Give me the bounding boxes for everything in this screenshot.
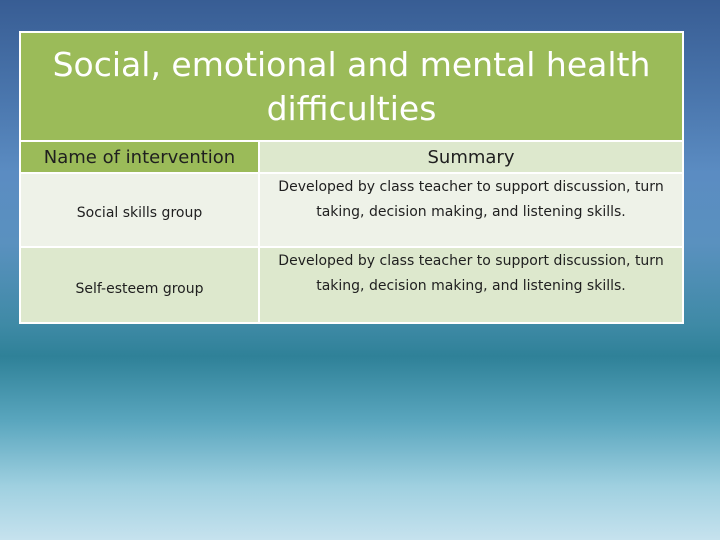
header-summary: Summary xyxy=(260,142,682,172)
header-name-of-intervention: Name of intervention xyxy=(21,142,260,172)
table-header-row xyxy=(21,142,682,174)
table-row xyxy=(21,174,682,248)
intervention-name: Social skills group xyxy=(21,174,260,246)
slide-title: Social, emotional and mental health difficulties xyxy=(21,33,682,142)
intervention-name: Self-esteem group xyxy=(21,248,260,322)
interventions-table xyxy=(19,31,684,324)
intervention-summary: Developed by class teacher to support discussion, turn taking, decision making, and listening skills. xyxy=(260,248,682,322)
intervention-summary: Developed by class teacher to support discussion, turn taking, decision making, and listening skills. xyxy=(260,174,682,246)
table-row xyxy=(21,248,682,322)
